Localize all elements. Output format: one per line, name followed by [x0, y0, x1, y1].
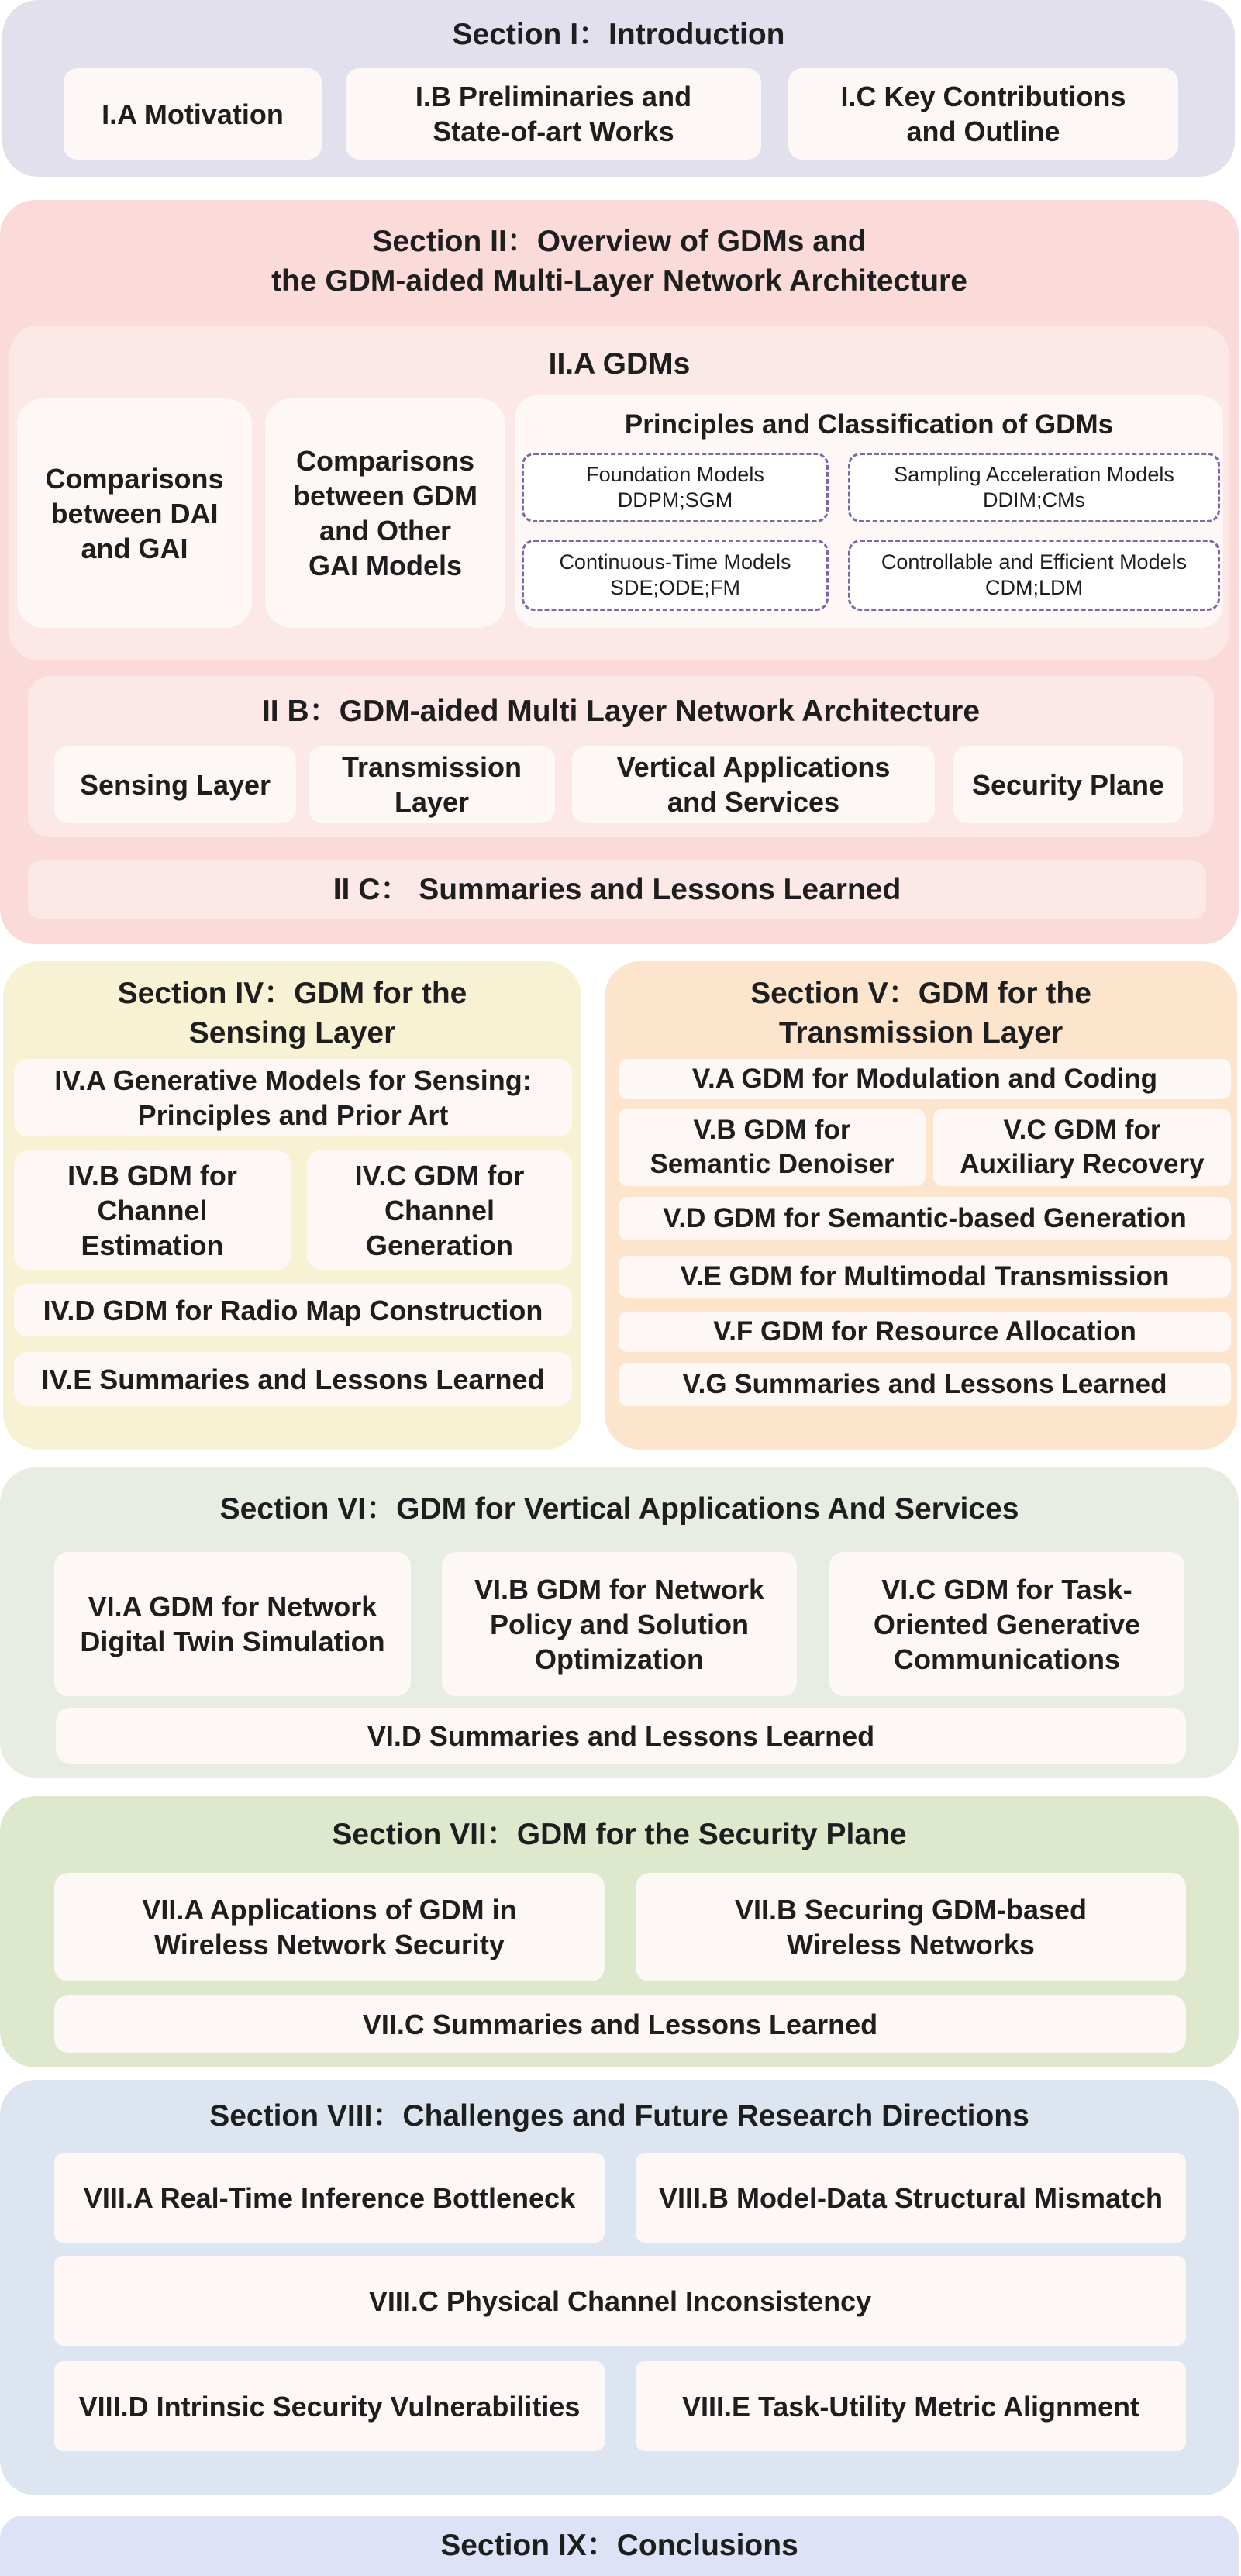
item-8e-metric-alignment: VIII.E Task-Utility Metric Alignment	[636, 2361, 1186, 2451]
model-group-name: Foundation Models	[586, 463, 764, 487]
subsection-2c-summaries: II C： Summaries and Lessons Learned	[28, 860, 1206, 919]
section-8-title: Section VIII：Challenges and Future Research Directions	[209, 2098, 1029, 2133]
model-group-name: Sampling Acceleration Models	[894, 463, 1174, 487]
item-1b-preliminaries: I.B Preliminaries and State-of-art Works	[346, 68, 761, 160]
model-group-examples: DDIM;CMs	[983, 488, 1085, 512]
item-8b-structural-mismatch: VIII.B Model-Data Structural Mismatch	[636, 2153, 1186, 2243]
item-5f-resource-allocation: V.F GDM for Resource Allocation	[619, 1312, 1231, 1352]
section-1-title: Section I：Introduction	[452, 17, 785, 51]
item-7c-summaries: VII.C Summaries and Lessons Learned	[54, 1995, 1186, 2053]
model-group-continuous-time	[522, 540, 829, 611]
item-6b-policy-optimization: VI.B GDM for Network Policy and Solution Optimization	[442, 1552, 797, 1696]
item-5d-semantic-generation: V.D GDM for Semantic-based Generation	[619, 1197, 1231, 1240]
item-8a-inference-bottleneck: VIII.A Real-Time Inference Bottleneck	[54, 2153, 605, 2243]
layer-vertical-applications: Vertical Applications and Services	[572, 746, 935, 823]
item-6a-digital-twin: VI.A GDM for Network Digital Twin Simulation	[54, 1552, 411, 1696]
comparison-gdm-other-gai: Comparisons between GDM and Other GAI Models	[265, 398, 505, 628]
item-8c-channel-inconsistency: VIII.C Physical Channel Inconsistency	[54, 2256, 1186, 2346]
model-group-examples: CDM;LDM	[985, 576, 1083, 599]
model-group-examples: DDPM;SGM	[617, 488, 733, 512]
item-5e-multimodal-transmission: V.E GDM for Multimodal Transmission	[619, 1256, 1231, 1298]
layer-transmission: Transmission Layer	[309, 746, 555, 823]
item-5a-modulation-coding: V.A GDM for Modulation and Coding	[619, 1059, 1231, 1099]
item-6d-summaries: VI.D Summaries and Lessons Learned	[56, 1708, 1186, 1764]
section-5-title: Section V：GDM for the Transmission Layer	[750, 977, 1091, 1050]
item-4e-summaries: IV.E Summaries and Lessons Learned	[14, 1352, 572, 1406]
layer-security-plane: Security Plane	[953, 746, 1183, 823]
section-4-title: Section IV：GDM for the Sensing Layer	[117, 977, 467, 1050]
item-7a-gdm-network-security: VII.A Applications of GDM in Wireless Network Security	[54, 1873, 605, 1981]
item-1a-motivation: I.A Motivation	[64, 68, 322, 160]
section-9-title: Section IX：Conclusions	[440, 2528, 798, 2562]
item-4c-channel-generation: IV.C GDM for Channel Generation	[307, 1150, 572, 1270]
layer-sensing: Sensing Layer	[54, 746, 296, 823]
section-7-title: Section VII：GDM for the Security Plane	[332, 1817, 907, 1851]
section-6-title: Section VI：GDM for Vertical Applications And Services	[219, 1491, 1019, 1526]
section-2-title: Section II：Overview of GDMs and the GDM-aided Multi-Layer Network Architecture	[271, 225, 967, 298]
principles-classification-title: Principles and Classification of GDMs	[624, 409, 1114, 440]
subsection-2b-title: II B：GDM-aided Multi Layer Network Architecture	[261, 694, 981, 728]
model-group-examples: SDE;ODE;FM	[609, 576, 740, 599]
item-4a-sensing-prior-art: IV.A Generative Models for Sensing: Principles and Prior Art	[14, 1059, 572, 1136]
item-1c-contributions: I.C Key Contributions and Outline	[788, 68, 1178, 160]
item-7b-securing-gdm-networks: VII.B Securing GDM-based Wireless Networks	[636, 1873, 1186, 1981]
item-5g-summaries: V.G Summaries and Lessons Learned	[619, 1363, 1231, 1406]
item-6c-task-oriented: VI.C GDM for Task- Oriented Generative Communications	[829, 1552, 1184, 1696]
item-5b-semantic-denoiser: V.B GDM for Semantic Denoiser	[619, 1109, 926, 1186]
model-group-sampling-acceleration	[848, 453, 1220, 522]
item-4d-radio-map: IV.D GDM for Radio Map Construction	[14, 1284, 572, 1336]
model-group-foundation	[522, 453, 829, 522]
model-group-controllable-efficient	[848, 540, 1220, 611]
item-8d-security-vulnerabilities: VIII.D Intrinsic Security Vulnerabilities	[54, 2361, 605, 2451]
subsection-2a-title: II.A GDMs	[548, 347, 691, 381]
model-group-name: Controllable and Efficient Models	[881, 550, 1188, 574]
item-5c-auxiliary-recovery: V.C GDM for Auxiliary Recovery	[933, 1109, 1231, 1186]
comparison-dai-gai: Comparisons between DAI and GAI	[17, 398, 252, 628]
model-group-name: Continuous-Time Models	[559, 550, 791, 574]
item-4b-channel-estimation: IV.B GDM for Channel Estimation	[14, 1150, 291, 1270]
